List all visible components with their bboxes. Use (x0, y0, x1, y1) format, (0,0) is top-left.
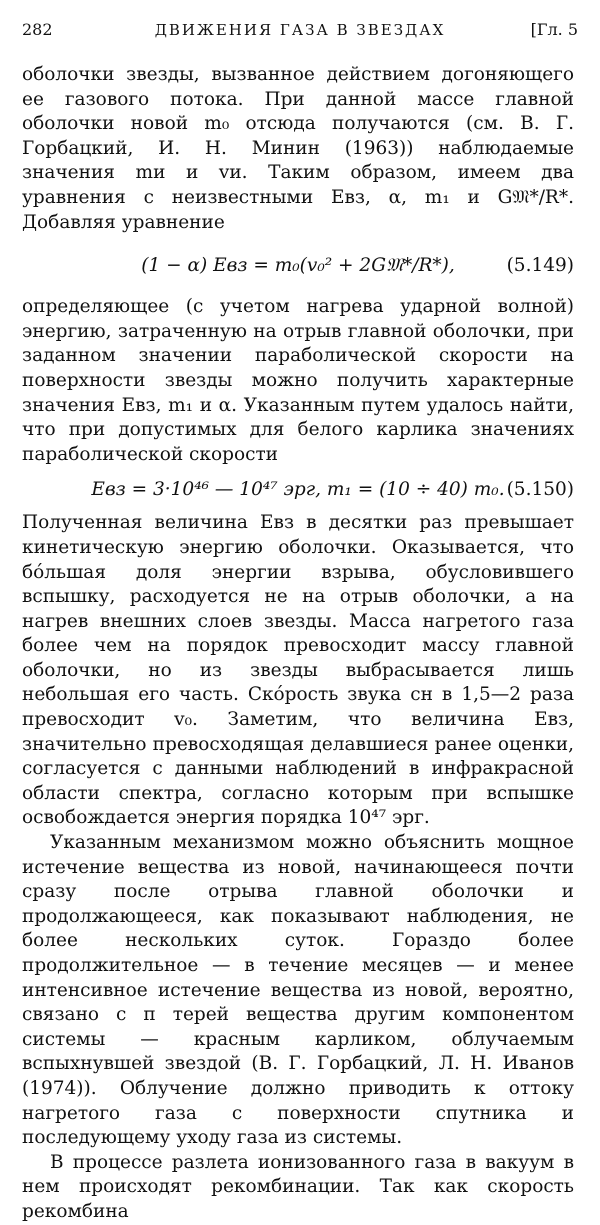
equation-5-149-formula: (1 − α) Eвз = m₀(v₀² + 2G𝔐*/R*), (141, 255, 455, 277)
paragraph-3: Полученная величина Eвз в десятки раз превышает кинетическую энергию оболочки. Оказывается, что бо́льшая доля энергии взрыва, обусловившего вспышку, расходуется не на отрыв оболочки, а на нагрев внешних слоев звезды. Масса нагретого газа более чем на порядок превосходит массу главной оболочки, но из звезды выбрасывается лишь небольшая его часть. Ско́рость звука cн в 1,5—2 раза превосходит v₀. Заметим, что величина Eвз, значительно превосходящая делавшиеся ранее оценки, согласуется с данными наблюдений в инфракрасной области спектра, согласно которым при вспышке освобождается энергия порядка 10⁴⁷ эрг. (22, 512, 574, 829)
equation-5-150-formula: Eвз = 3·10⁴⁶ — 10⁴⁷ эрг, m₁ = (10 ÷ 40) m₀. (91, 479, 505, 501)
running-header (22, 18, 578, 42)
chapter-marker: [Гл. 5 (530, 20, 578, 39)
page-number: 282 (22, 20, 53, 39)
page-body (22, 63, 574, 1225)
paragraph-4: Указанным механизмом можно объяснить мощное истечение вещества из новой, начинающееся почти сразу после отрыва главной оболочки и продолжающееся, как показывают наблюдения, не более нескольких суток. Гораздо более продолжительное — в течение месяцев — и менее интенсивное истечение вещества из новой, вероятно, связано с п терей вещества другим компонентом системы — красным карликом, облучаемым вспыхнувшей звездой (В. Г. Горбацкий, Л. Н. Иванов (1974)). Облучение должно приводить к оттоку нагретого газа с поверхности спутника и последующему уходу газа из системы. (22, 832, 574, 1149)
paragraph-1: оболочки звезды, вызванное действием догоняющего ее газового потока. При данной массе главной оболочки новой m₀ отсюда получаются (см. В. Г. Горбацкий, И. Н. Минин (1963)) наблюдаемые значения mи и vи. Таким образом, имеем два уравнения с неизвестными Eвз, α, m₁ и G𝔐*/R*. Добавляя уравнение (22, 64, 574, 233)
equation-5-149-number: (5.149) (506, 255, 574, 277)
equation-5-149 (22, 239, 574, 293)
running-title: ДВИЖЕНИЯ ГАЗА В ЗВЕЗДАХ (154, 21, 446, 39)
paragraph-5: В процессе разлета ионизованного газа в вакуум в нем происходят рекомбинации. Так как скорость рекомбина (22, 1151, 574, 1222)
equation-5-150 (22, 471, 574, 509)
equation-5-150-number: (5.150) (506, 479, 574, 501)
paragraph-2: определяющее (с учетом нагрева ударной волной) энергию, затраченную на отрыв главной оболочки, при заданном значении параболической скорости на поверхности звезды можно получить характерные значения Eвз, m₁ и α. Указанным путем удалось найти, что при допустимых для белого карлика значениях параболической скорости (22, 296, 574, 465)
